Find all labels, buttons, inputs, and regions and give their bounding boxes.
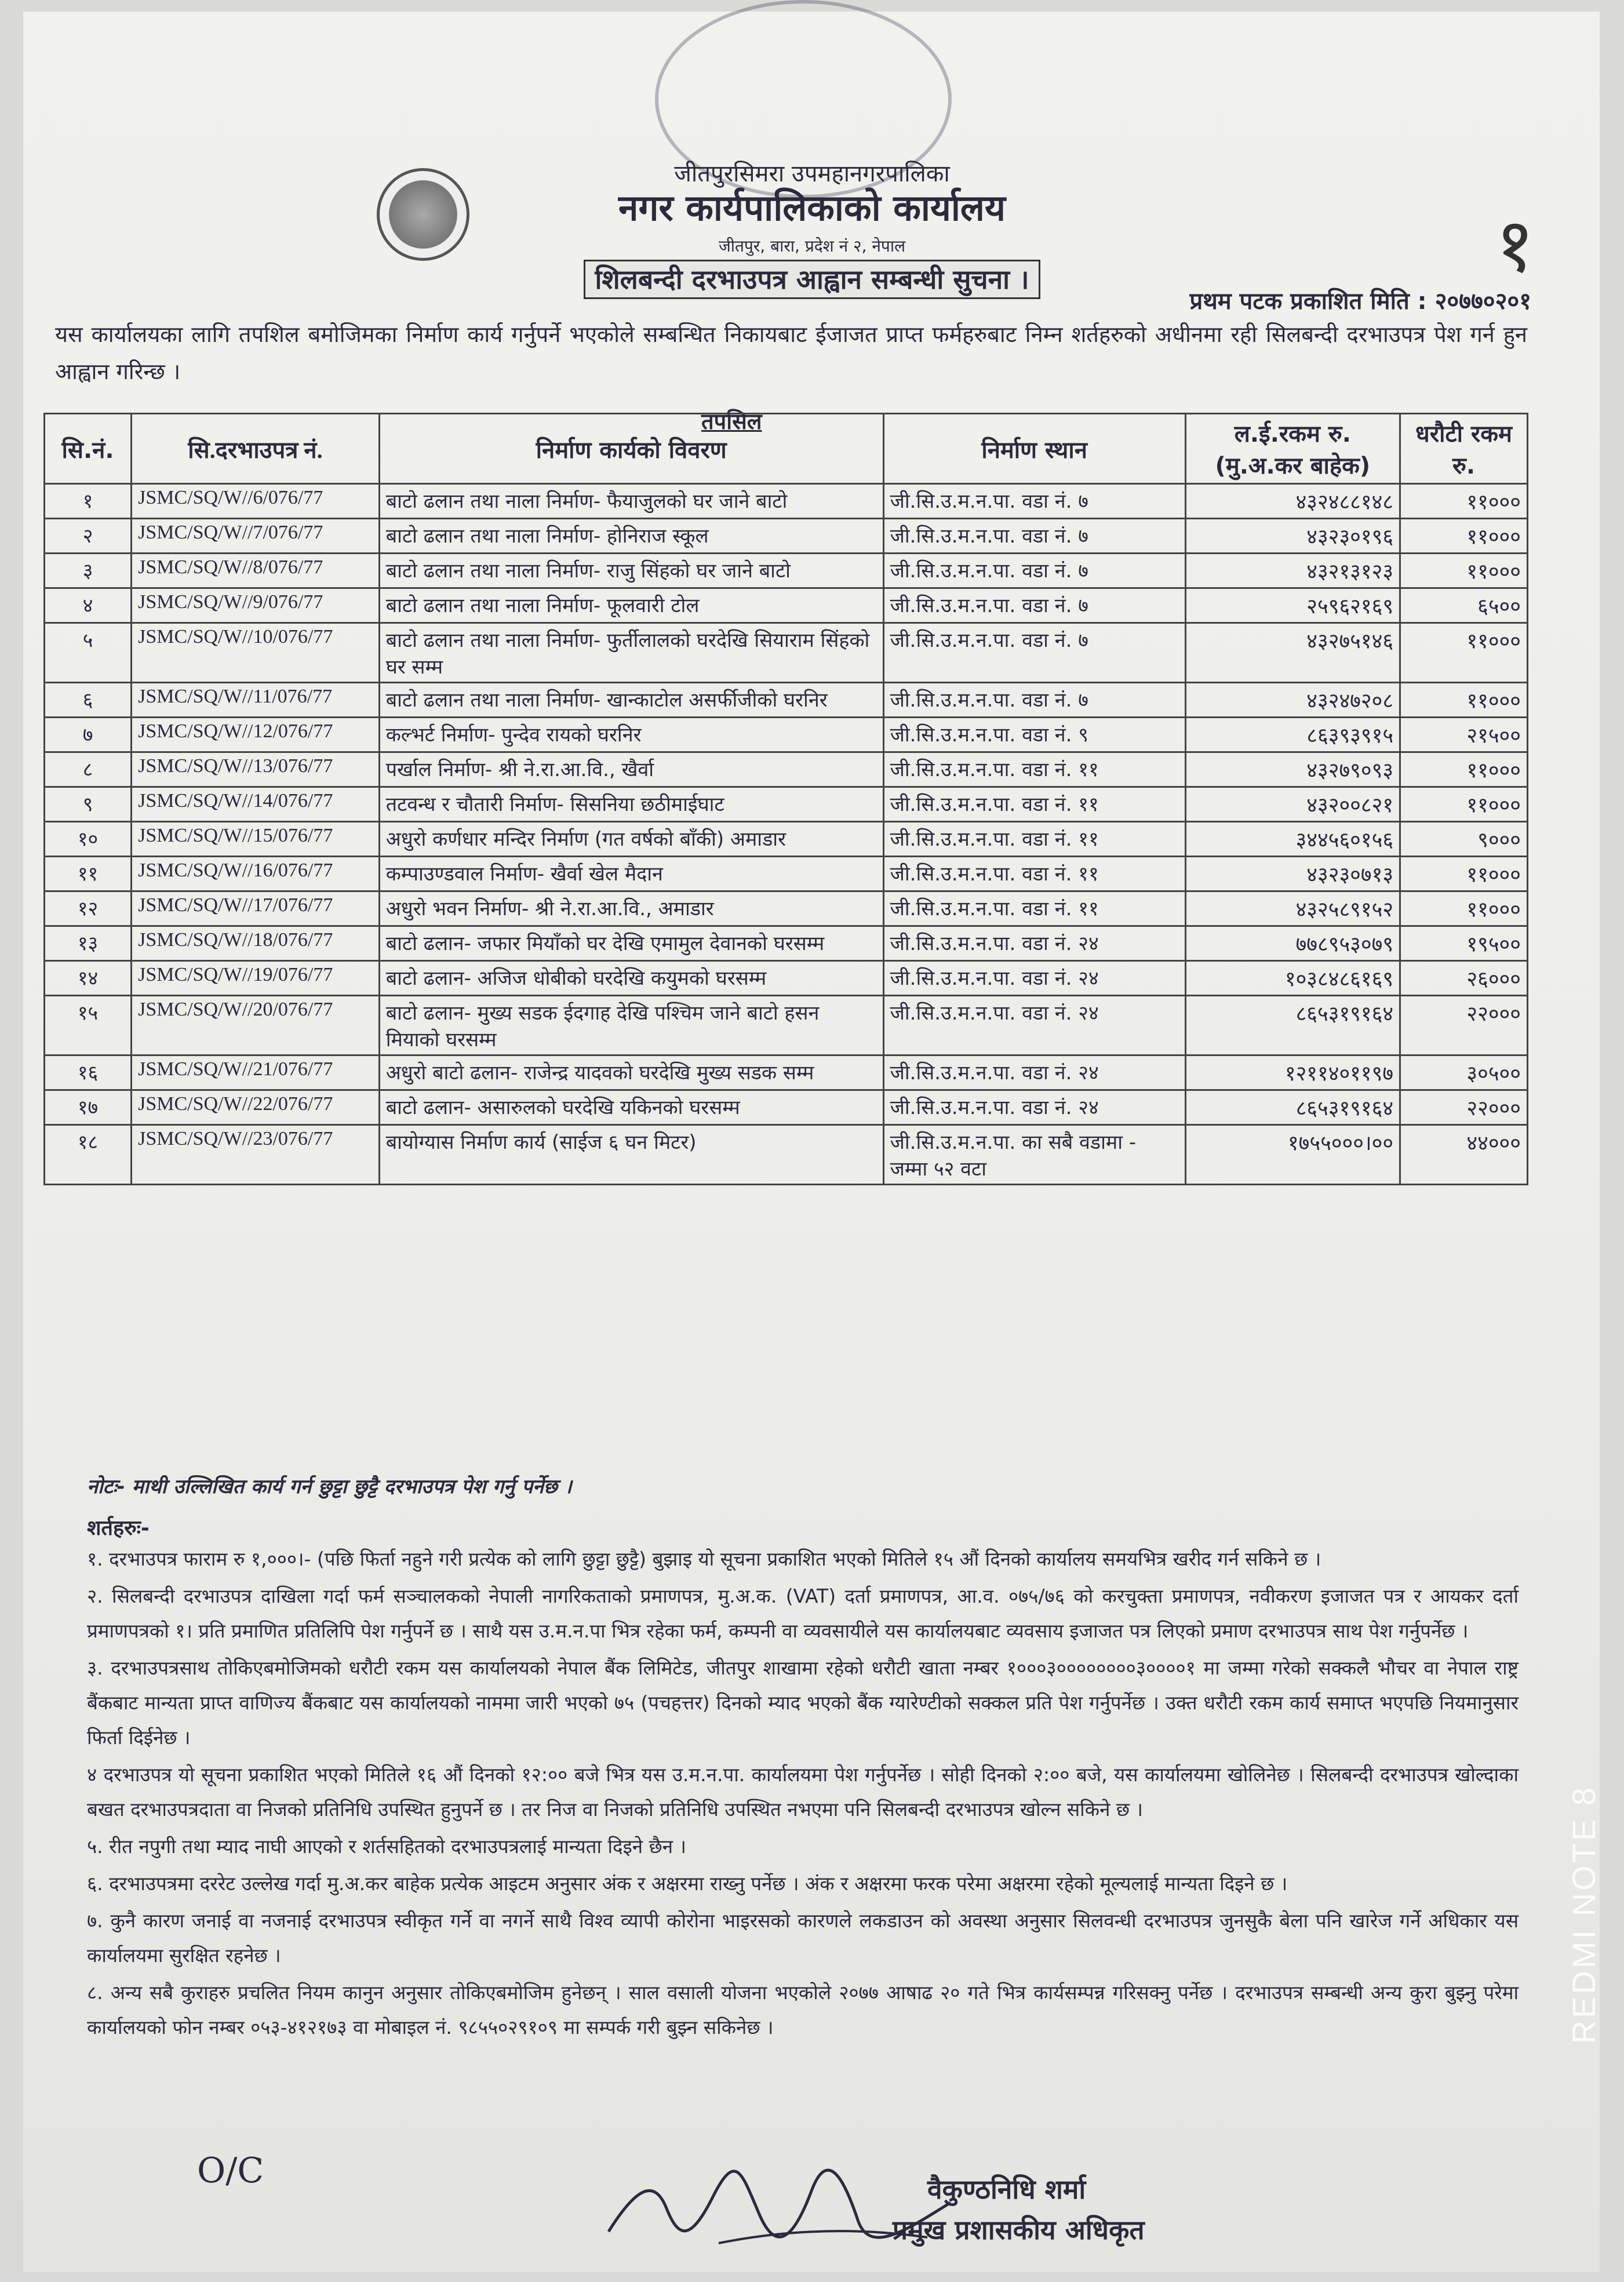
cell-sn: १८: [45, 1125, 132, 1185]
signer-name: वैकुण्ठनिधि शर्मा: [927, 2174, 1086, 2205]
margin-handwritten-mark: १: [1495, 201, 1535, 289]
office-name: नगर कार्यपालिकाको कार्यालय: [618, 187, 1006, 229]
cell-loc: जी.सि.उ.म.न.पा. वडा नं. ७: [883, 683, 1185, 718]
header-amount: ल.ई.रकम रु. (मु.अ.कर बाहेक): [1185, 414, 1400, 484]
table-row: [45, 484, 1528, 519]
cell-desc: बाटो ढलान तथा नाला निर्माण- फैयाजुलको घर जाने बाटो: [379, 484, 883, 519]
condition-item: ८. अन्य सबै कुराहरु प्रचलित नियम कानुन अनुसार तोकिएबमोजिम हुनेछन् । साल वसाली योजना भएकोले २०७७ आषाढ २० गते भित्र कार्यसम्पन्न गरिसक्नु पर्नेछ । दरभाउपत्र सम्बन्धी अन्य कुरा बुझ्नु परेमा कार्यालयको फोन नम्बर ०५३-४१२१७३ वा मोबाइल नं. ९८५५०२९१०९ मा सम्पर्क गरी बुझ्न सकिनेछ ।: [87, 1981, 1519, 2039]
table-row: [45, 822, 1528, 857]
cell-ref: JSMC/SQ/W//16/076/77: [132, 857, 380, 891]
cell-ref: JSMC/SQ/W//8/076/77: [132, 554, 380, 588]
header-desc: निर्माण कार्यको विवरण: [379, 414, 883, 484]
cell-sn: ५: [45, 623, 132, 683]
condition-item: ७. कुनै कारण जनाई वा नजनाई दरभाउपत्र स्वीकृत गर्ने वा नगर्ने साथै विश्व व्यापी कोरोना भाइरसको कारणले लकडाउन को अवस्था अनुसार सिलवन्धी दरभाउपत्र जुनसुकै बेला पनि खारेज गर्ने अधिकार यस कार्यालयमा सुरक्षित रहनेछ ।: [87, 1909, 1519, 1967]
cell-deposit: ११०००: [1400, 857, 1528, 891]
cell-deposit: ११०००: [1400, 484, 1528, 519]
cell-amount: ४३२३०७१३: [1185, 857, 1400, 891]
table-row: [45, 588, 1528, 623]
header-ref: सि.दरभाउपत्र नं.: [132, 414, 380, 484]
cell-loc: जी.सि.उ.म.न.पा. वडा नं. २४: [883, 996, 1185, 1056]
conditions-list: [87, 1542, 1519, 2047]
cell-ref: JSMC/SQ/W//15/076/77: [132, 822, 380, 857]
header-deposit: धरौटी रकम रु.: [1400, 414, 1528, 484]
office-address: जीतपुर, बारा, प्रदेश नं २, नेपाल: [718, 236, 906, 256]
cell-loc: जी.सि.उ.म.न.पा. वडा नं. ७: [883, 588, 1185, 623]
cell-loc: जी.सि.उ.म.न.पा. का सबै वडामा - जम्मा ५२ वटा: [883, 1125, 1185, 1185]
cell-amount: ८६५३१९१६४: [1185, 996, 1400, 1056]
cell-desc: कम्पाउण्डवाल निर्माण- खैर्वा खेल मैदान: [379, 857, 883, 891]
table-row: [45, 857, 1528, 891]
cell-desc: तटवन्ध र चौतारी निर्माण- सिसनिया छठीमाईघाट: [379, 787, 883, 822]
cell-amount: ८६३९३९१५: [1185, 718, 1400, 752]
cell-sn: १७: [45, 1090, 132, 1125]
cell-amount: ४३२४७२०८: [1185, 683, 1400, 718]
cell-deposit: ११०००: [1400, 787, 1528, 822]
cell-deposit: २२०००: [1400, 996, 1528, 1056]
cell-desc: बायोग्यास निर्माण कार्य (साईज ६ घन मिटर): [379, 1125, 883, 1185]
cell-deposit: २६०००: [1400, 961, 1528, 996]
intro-paragraph: यस कार्यालयका लागि तपशिल बमोजिमका निर्माण कार्य गर्नुपर्ने भएकोले सम्बन्धित निकायबाट ईजाजत प्राप्त फर्महरुबाट निम्न शर्तहरुको अधीनमा रही सिलबन्दी दरभाउपत्र पेश गर्न हुन आह्वान गरिन्छ ।: [55, 322, 1527, 384]
cell-deposit: ९०००: [1400, 822, 1528, 857]
municipality-name: जीतपुरसिमरा उपमहानगरपालिका: [674, 161, 950, 187]
cell-amount: ४३२७५१४६: [1185, 623, 1400, 683]
cell-sn: ११: [45, 857, 132, 891]
tender-table: [43, 413, 1528, 1185]
cell-deposit: ११०००: [1400, 752, 1528, 787]
cell-loc: जी.सि.उ.म.न.पा. वडा नं. ९: [883, 718, 1185, 752]
cell-ref: JSMC/SQ/W//12/076/77: [132, 718, 380, 752]
cell-ref: JSMC/SQ/W//13/076/77: [132, 752, 380, 787]
cell-sn: १५: [45, 996, 132, 1056]
cell-desc: बाटो ढलान- असारुलको घरदेखि यकिनको घरसम्म: [379, 1090, 883, 1125]
cell-deposit: ४४०००: [1400, 1125, 1528, 1185]
table-header-row: [45, 414, 1528, 484]
cell-sn: १४: [45, 961, 132, 996]
cell-ref: JSMC/SQ/W//21/076/77: [132, 1056, 380, 1090]
cell-amount: ४३२३०१९६: [1185, 519, 1400, 554]
table-row: [45, 683, 1528, 718]
table-row: [45, 752, 1528, 787]
cell-sn: १: [45, 484, 132, 519]
cell-deposit: ६५००: [1400, 588, 1528, 623]
table-row: [45, 996, 1528, 1056]
cell-deposit: ११०००: [1400, 554, 1528, 588]
cell-deposit: २१५००: [1400, 718, 1528, 752]
cell-loc: जी.सि.उ.म.न.पा. वडा नं. ७: [883, 519, 1185, 554]
cell-desc: बाटो ढलान तथा नाला निर्माण- होनिराज स्कूल: [379, 519, 883, 554]
cell-loc: जी.सि.उ.म.न.पा. वडा नं. २४: [883, 1056, 1185, 1090]
cell-desc: अधुरो भवन निर्माण- श्री ने.रा.आ.वि., अमाडार: [379, 891, 883, 926]
cell-loc: जी.सि.उ.म.न.पा. वडा नं. ७: [883, 484, 1185, 519]
cell-amount: ४३२५८९१५२: [1185, 891, 1400, 926]
cell-loc: जी.सि.उ.म.न.पा. वडा नं. ११: [883, 891, 1185, 926]
table-row: [45, 1125, 1528, 1185]
note-text: नोटः- माथी उल्लिखित कार्य गर्न छुट्टा छुट्टै दरभाउपत्र पेश गर्नु पर्नेछ ।: [87, 1475, 572, 1498]
table-row: [45, 1056, 1528, 1090]
cell-ref: JSMC/SQ/W//6/076/77: [132, 484, 380, 519]
cell-amount: १७५५०००।००: [1185, 1125, 1400, 1185]
cell-desc: बाटो ढलान- अजिज धोबीको घरदेखि कयुमको घरसम्म: [379, 961, 883, 996]
cell-ref: JSMC/SQ/W//19/076/77: [132, 961, 380, 996]
cell-deposit: ११०००: [1400, 519, 1528, 554]
cell-desc: बाटो ढलान तथा नाला निर्माण- फूलवारी टोल: [379, 588, 883, 623]
cell-ref: JSMC/SQ/W//14/076/77: [132, 787, 380, 822]
table-row: [45, 1090, 1528, 1125]
cell-desc: पर्खाल निर्माण- श्री ने.रा.आ.वि., खैर्वा: [379, 752, 883, 787]
cell-amount: ४३२४८८१४८: [1185, 484, 1400, 519]
cell-ref: JSMC/SQ/W//11/076/77: [132, 683, 380, 718]
cell-ref: JSMC/SQ/W//17/076/77: [132, 891, 380, 926]
cell-amount: ४३२७९०९३: [1185, 752, 1400, 787]
initials-mark: O/C: [197, 2150, 264, 2191]
cell-sn: ४: [45, 588, 132, 623]
cell-desc: अधुरो बाटो ढलान- राजेन्द्र यादवको घरदेखि मुख्य सडक सम्म: [379, 1056, 883, 1090]
cell-sn: १३: [45, 926, 132, 961]
condition-item: ६. दरभाउपत्रमा दररेट उल्लेख गर्दा मु.अ.कर बाहेक प्रत्येक आइटम अनुसार अंक र अक्षरमा राख्नु पर्नेछ । अंक र अक्षरमा फरक परेमा अक्षरमा रहेको मूल्यलाई मान्यता दिइने छ ।: [87, 1872, 1288, 1895]
cell-deposit: ११०००: [1400, 683, 1528, 718]
header-loc: निर्माण स्थान: [883, 414, 1185, 484]
cell-ref: JSMC/SQ/W//20/076/77: [132, 996, 380, 1056]
table-row: [45, 554, 1528, 588]
cell-ref: JSMC/SQ/W//9/076/77: [132, 588, 380, 623]
table-row: [45, 519, 1528, 554]
cell-deposit: ३०५००: [1400, 1056, 1528, 1090]
cell-ref: JSMC/SQ/W//18/076/77: [132, 926, 380, 961]
condition-item: २. सिलबन्दी दरभाउपत्र दाखिला गर्दा फर्म सञ्चालकको नेपाली नागरिकताको प्रमाणपत्र, मु.अ.क. (VAT) दर्ता प्रमाणपत्र, आ.व. ०७५/७६ को करचुक्ता प्रमाणपत्र, नवीकरण इजाजत पत्र र आयकर दर्ता प्रमाणपत्रको १। प्रति प्रमाणित प्रतिलिपि पेश गर्नुपर्ने छ । साथै यस उ.म.न.पा भित्र रहेका फर्म, कम्पनी वा व्यवसायीले यस कार्यालयबाट व्यवसाय इजाजत पत्र लिएको प्रमाण दरभाउपत्र साथ पेश गर्नुपर्नेछ ।: [87, 1585, 1519, 1642]
cell-desc: बाटो ढलान- मुख्य सडक ईदगाह देखि पश्चिम जाने बाटो हसन मियाको घरसम्म: [379, 996, 883, 1056]
cell-desc: अधुरो कर्णधार मन्दिर निर्माण (गत वर्षको बाँकी) अमाडार: [379, 822, 883, 857]
cell-deposit: ११०००: [1400, 891, 1528, 926]
conditions-title: शर्तहरुः-: [87, 1516, 150, 1540]
cell-ref: JSMC/SQ/W//10/076/77: [132, 623, 380, 683]
cell-loc: जी.सि.उ.म.न.पा. वडा नं. ११: [883, 857, 1185, 891]
table-row: [45, 926, 1528, 961]
cell-loc: जी.सि.उ.म.न.पा. वडा नं. ७: [883, 554, 1185, 588]
cell-amount: ४३२१३१२३: [1185, 554, 1400, 588]
cell-loc: जी.सि.उ.म.न.पा. वडा नं. २४: [883, 926, 1185, 961]
cell-desc: कल्भर्ट निर्माण- पुन्देव रायको घरनिर: [379, 718, 883, 752]
table-row: [45, 961, 1528, 996]
camera-watermark: REDMI NOTE 8: [1565, 1785, 1602, 2044]
cell-loc: जी.सि.उ.म.न.पा. वडा नं. ११: [883, 752, 1185, 787]
cell-sn: ८: [45, 752, 132, 787]
table-row: [45, 718, 1528, 752]
table-caption: तपसिल: [701, 409, 762, 434]
cell-sn: ९: [45, 787, 132, 822]
table-row: [45, 787, 1528, 822]
cell-sn: १६: [45, 1056, 132, 1090]
cell-amount: ८६५३१९१६४: [1185, 1090, 1400, 1125]
condition-item: ३. दरभाउपत्रसाथ तोकिएबमोजिमको धरौटी रकम यस कार्यालयको नेपाल बैंक लिमिटेड, जीतपुर शाखामा रहेको धरौटी खाता नम्बर १०००३००००००००३००००१ मा जम्मा गरेको सक्कलै भौचर वा नेपाल राष्ट्र बैंकबाट मान्यता प्राप्त वाणिज्य बैंकबाट यस कार्यालयको नाममा जारी भएको ७५ (पचहत्तर) दिनको म्याद भएको बैंक ग्यारेण्टीको सक्कल प्रति पेश गर्नुपर्नेछ । उक्त धरौटी रकम कार्य समाप्त भएपछि नियमानुसार फिर्ता दिईनेछ ।: [87, 1657, 1519, 1749]
cell-sn: ७: [45, 718, 132, 752]
cell-sn: २: [45, 519, 132, 554]
cell-loc: जी.सि.उ.म.न.पा. वडा नं. २४: [883, 961, 1185, 996]
cell-ref: JSMC/SQ/W//22/076/77: [132, 1090, 380, 1125]
cell-ref: JSMC/SQ/W//23/076/77: [132, 1125, 380, 1185]
cell-sn: ६: [45, 683, 132, 718]
cell-desc: बाटो ढलान तथा नाला निर्माण- खान्काटोल असर्फीजीको घरनिर: [379, 683, 883, 718]
cell-sn: १२: [45, 891, 132, 926]
cell-amount: १२११४०११९७: [1185, 1056, 1400, 1090]
header-sn: सि.नं.: [45, 414, 132, 484]
cell-loc: जी.सि.उ.म.न.पा. वडा नं. २४: [883, 1090, 1185, 1125]
publish-date: प्रथम पटक प्रकाशित मिति : २०७७०२०१: [1189, 288, 1531, 315]
cell-amount: ७७८९५३०७९: [1185, 926, 1400, 961]
table-row: [45, 623, 1528, 683]
cell-desc: बाटो ढलान तथा नाला निर्माण- फुर्तीलालको घरदेखि सियाराम सिंहको घर सम्म: [379, 623, 883, 683]
cell-amount: २५९६२१६९: [1185, 588, 1400, 623]
condition-item: ४ दरभाउपत्र यो सूचना प्रकाशित भएको मितिले १६ औं दिनको १२:०० बजे भित्र यस उ.म.न.पा. कार्यालयमा पेश गर्नुपर्नेछ । सोही दिनको २:०० बजे, यस कार्यालयमा खोलिनेछ । सिलबन्दी दरभाउपत्र खोल्दाका बखत दरभाउपत्रदाता वा निजको प्रतिनिधि उपस्थित हुनुपर्ने छ । तर निज वा निजको प्रतिनिधि उपस्थित नभएमा पनि सिलबन्दी दरभाउपत्र खोल्न सकिने छ ।: [87, 1763, 1519, 1821]
notice-title: शिलबन्दी दरभाउपत्र आह्वान सम्बन्धी सुचना ।: [584, 260, 1040, 299]
cell-deposit: २२०००: [1400, 1090, 1528, 1125]
table-row: [45, 891, 1528, 926]
cell-deposit: ११०००: [1400, 623, 1528, 683]
cell-amount: ३४४५६०१५६: [1185, 822, 1400, 857]
condition-item: १. दरभाउपत्र फाराम रु १,०००।- (पछि फिर्ता नहुने गरी प्रत्येक को लागि छुट्टा छुट्टै) बुझाइ यो सूचना प्रकाशित भएको मितिले १५ औं दिनको कार्यालय समयभित्र खरीद गर्न सकिने छ ।: [87, 1548, 1321, 1570]
cell-desc: बाटो ढलान- जफार मियाँको घर देखि एमामुल देवानको घरसम्म: [379, 926, 883, 961]
signer-title: प्रमुख प्रशासकीय अधिकृत: [893, 2214, 1145, 2245]
cell-desc: बाटो ढलान तथा नाला निर्माण- राजु सिंहको घर जाने बाटो: [379, 554, 883, 588]
cell-loc: जी.सि.उ.म.न.पा. वडा नं. ७: [883, 623, 1185, 683]
cell-loc: जी.सि.उ.म.न.पा. वडा नं. ११: [883, 787, 1185, 822]
cell-sn: १०: [45, 822, 132, 857]
condition-item: ५. रीत नपुगी तथा म्याद नाघी आएको र शर्तसहितको दरभाउपत्रलाई मान्यता दिइने छैन ।: [87, 1835, 687, 1858]
cell-sn: ३: [45, 554, 132, 588]
cell-amount: १०३८४८६१६९: [1185, 961, 1400, 996]
cell-loc: जी.सि.उ.म.न.पा. वडा नं. ११: [883, 822, 1185, 857]
cell-deposit: १९५००: [1400, 926, 1528, 961]
cell-amount: ४३२००८२१: [1185, 787, 1400, 822]
cell-ref: JSMC/SQ/W//7/076/77: [132, 519, 380, 554]
